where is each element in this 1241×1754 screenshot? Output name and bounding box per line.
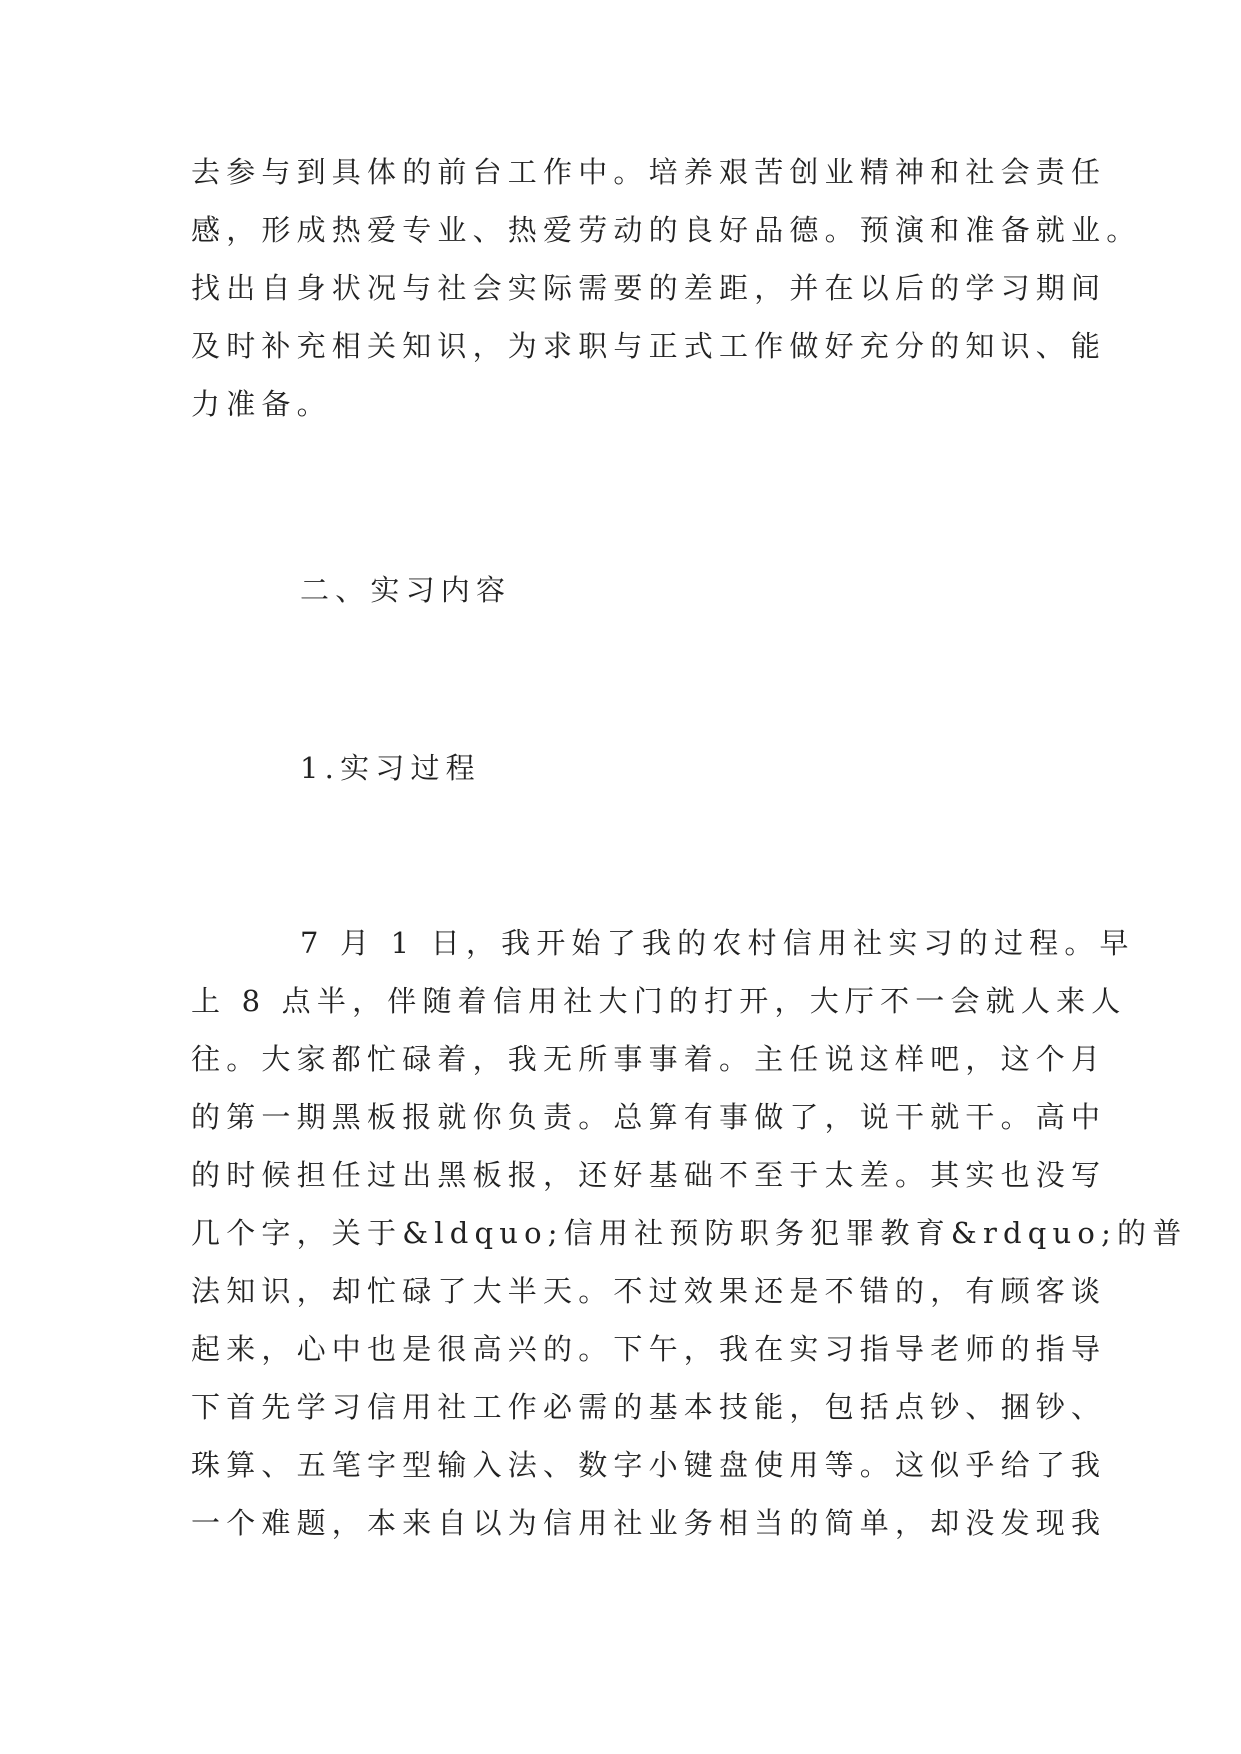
- paragraph-line: 几个字，关于&ldquo;信用社预防职务犯罪教育&rdquo;的普: [191, 1216, 1188, 1250]
- paragraph-line: 起来，心中也是很高兴的。下午，我在实习指导老师的指导: [191, 1332, 1107, 1366]
- paragraph-line: 下首先学习信用社工作必需的基本技能，包括点钞、捆钞、: [191, 1390, 1107, 1424]
- paragraph-line: 去参与到具体的前台工作中。培养艰苦创业精神和社会责任: [191, 155, 1107, 189]
- paragraph-line: 往。大家都忙碌着，我无所事事着。主任说这样吧，这个月: [191, 1042, 1107, 1076]
- paragraph-line: 的第一期黑板报就你负责。总算有事做了，说干就干。高中: [191, 1100, 1107, 1134]
- paragraph-line: 一个难题，本来自以为信用社业务相当的简单，却没发现我: [191, 1506, 1107, 1540]
- paragraph-line: 上 8 点半，伴随着信用社大门的打开，大厅不一会就人来人: [191, 984, 1127, 1018]
- paragraph-line: 珠算、五笔字型输入法、数字小键盘使用等。这似乎给了我: [191, 1448, 1107, 1482]
- section-heading: 二、实习内容: [300, 573, 512, 607]
- paragraph-line: 感，形成热爱专业、热爱劳动的良好品德。预演和准备就业。: [191, 213, 1142, 247]
- paragraph-line: 法知识，却忙碌了大半天。不过效果还是不错的，有顾客谈: [191, 1274, 1107, 1308]
- subsection-heading: 1.实习过程: [300, 751, 481, 785]
- paragraph-line: 及时补充相关知识，为求职与正式工作做好充分的知识、能: [191, 329, 1107, 363]
- paragraph-line: 找出自身状况与社会实际需要的差距，并在以后的学习期间: [191, 271, 1107, 305]
- paragraph-line: 的时候担任过出黑板报，还好基础不至于太差。其实也没写: [191, 1158, 1107, 1192]
- paragraph-line: 7 月 1 日，我开始了我的农村信用社实习的过程。早: [300, 926, 1135, 960]
- paragraph-line: 力准备。: [191, 387, 332, 421]
